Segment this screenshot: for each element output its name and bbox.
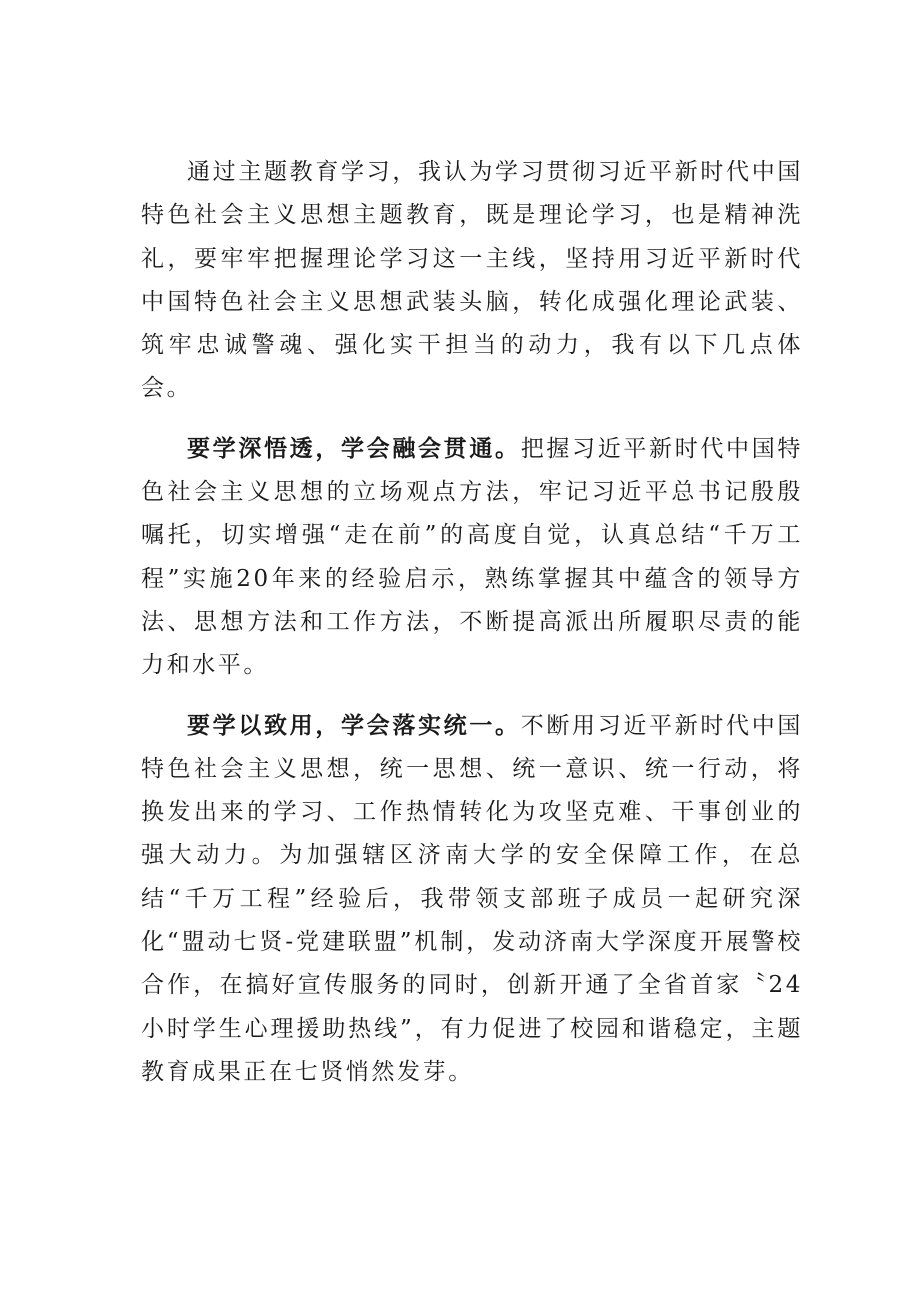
paragraph-body: 不断用习近平新时代中国特色社会主义思想，统一思想、统一意识、统一行动，将换发出来的学习、工作热情转化为攻坚克难、干事创业的强大动力。为加强辖区济南大学的安全保障工作，在总结“千万工程”经验后，我带领支部班子成员一起研究深化“盟动七贤-党建联盟”机制，发动济南大学深度开展警校合作，在搞好宣传服务的同时，创新开通了全省首家〝24小时学生心理援助热线”，有力促进了校园和谐稳定，主题教育成果正在七贤悄然发芽。 [141, 712, 803, 1085]
paragraph-intro [141, 150, 803, 411]
paragraph-lead: 要学以致用，学会落实统一。 [187, 711, 521, 739]
paragraph-body: 通过主题教育学习，我认为学习贯彻习近平新时代中国特色社会主义思想主题教育，既是理论学习，也是精神洗礼，要牢牢把握理论学习这一主线，坚持用习近平新时代中国特色社会主义思想武装头脑，转化成强化理论武装、筑牢忠诚警魂、强化实干担当的动力，我有以下几点体会。 [141, 159, 803, 402]
paragraph-body: 把握习近平新时代中国特色社会主义思想的立场观点方法，牢记习近平总书记殷殷嘱托，切实增强“走在前”的高度自觉，认真总结“千万工程”实施20年来的经验启示，熟练掌握其中蕴含的领导方法、思想方法和工作方法，不断提高派出所履职尽责的能力和水平。 [141, 435, 803, 679]
paragraph-lead: 要学深悟透，学会融会贯通。 [187, 434, 521, 462]
document-page [141, 150, 803, 1110]
paragraph-point-2 [141, 704, 803, 1095]
paragraph-point-1 [141, 427, 803, 688]
